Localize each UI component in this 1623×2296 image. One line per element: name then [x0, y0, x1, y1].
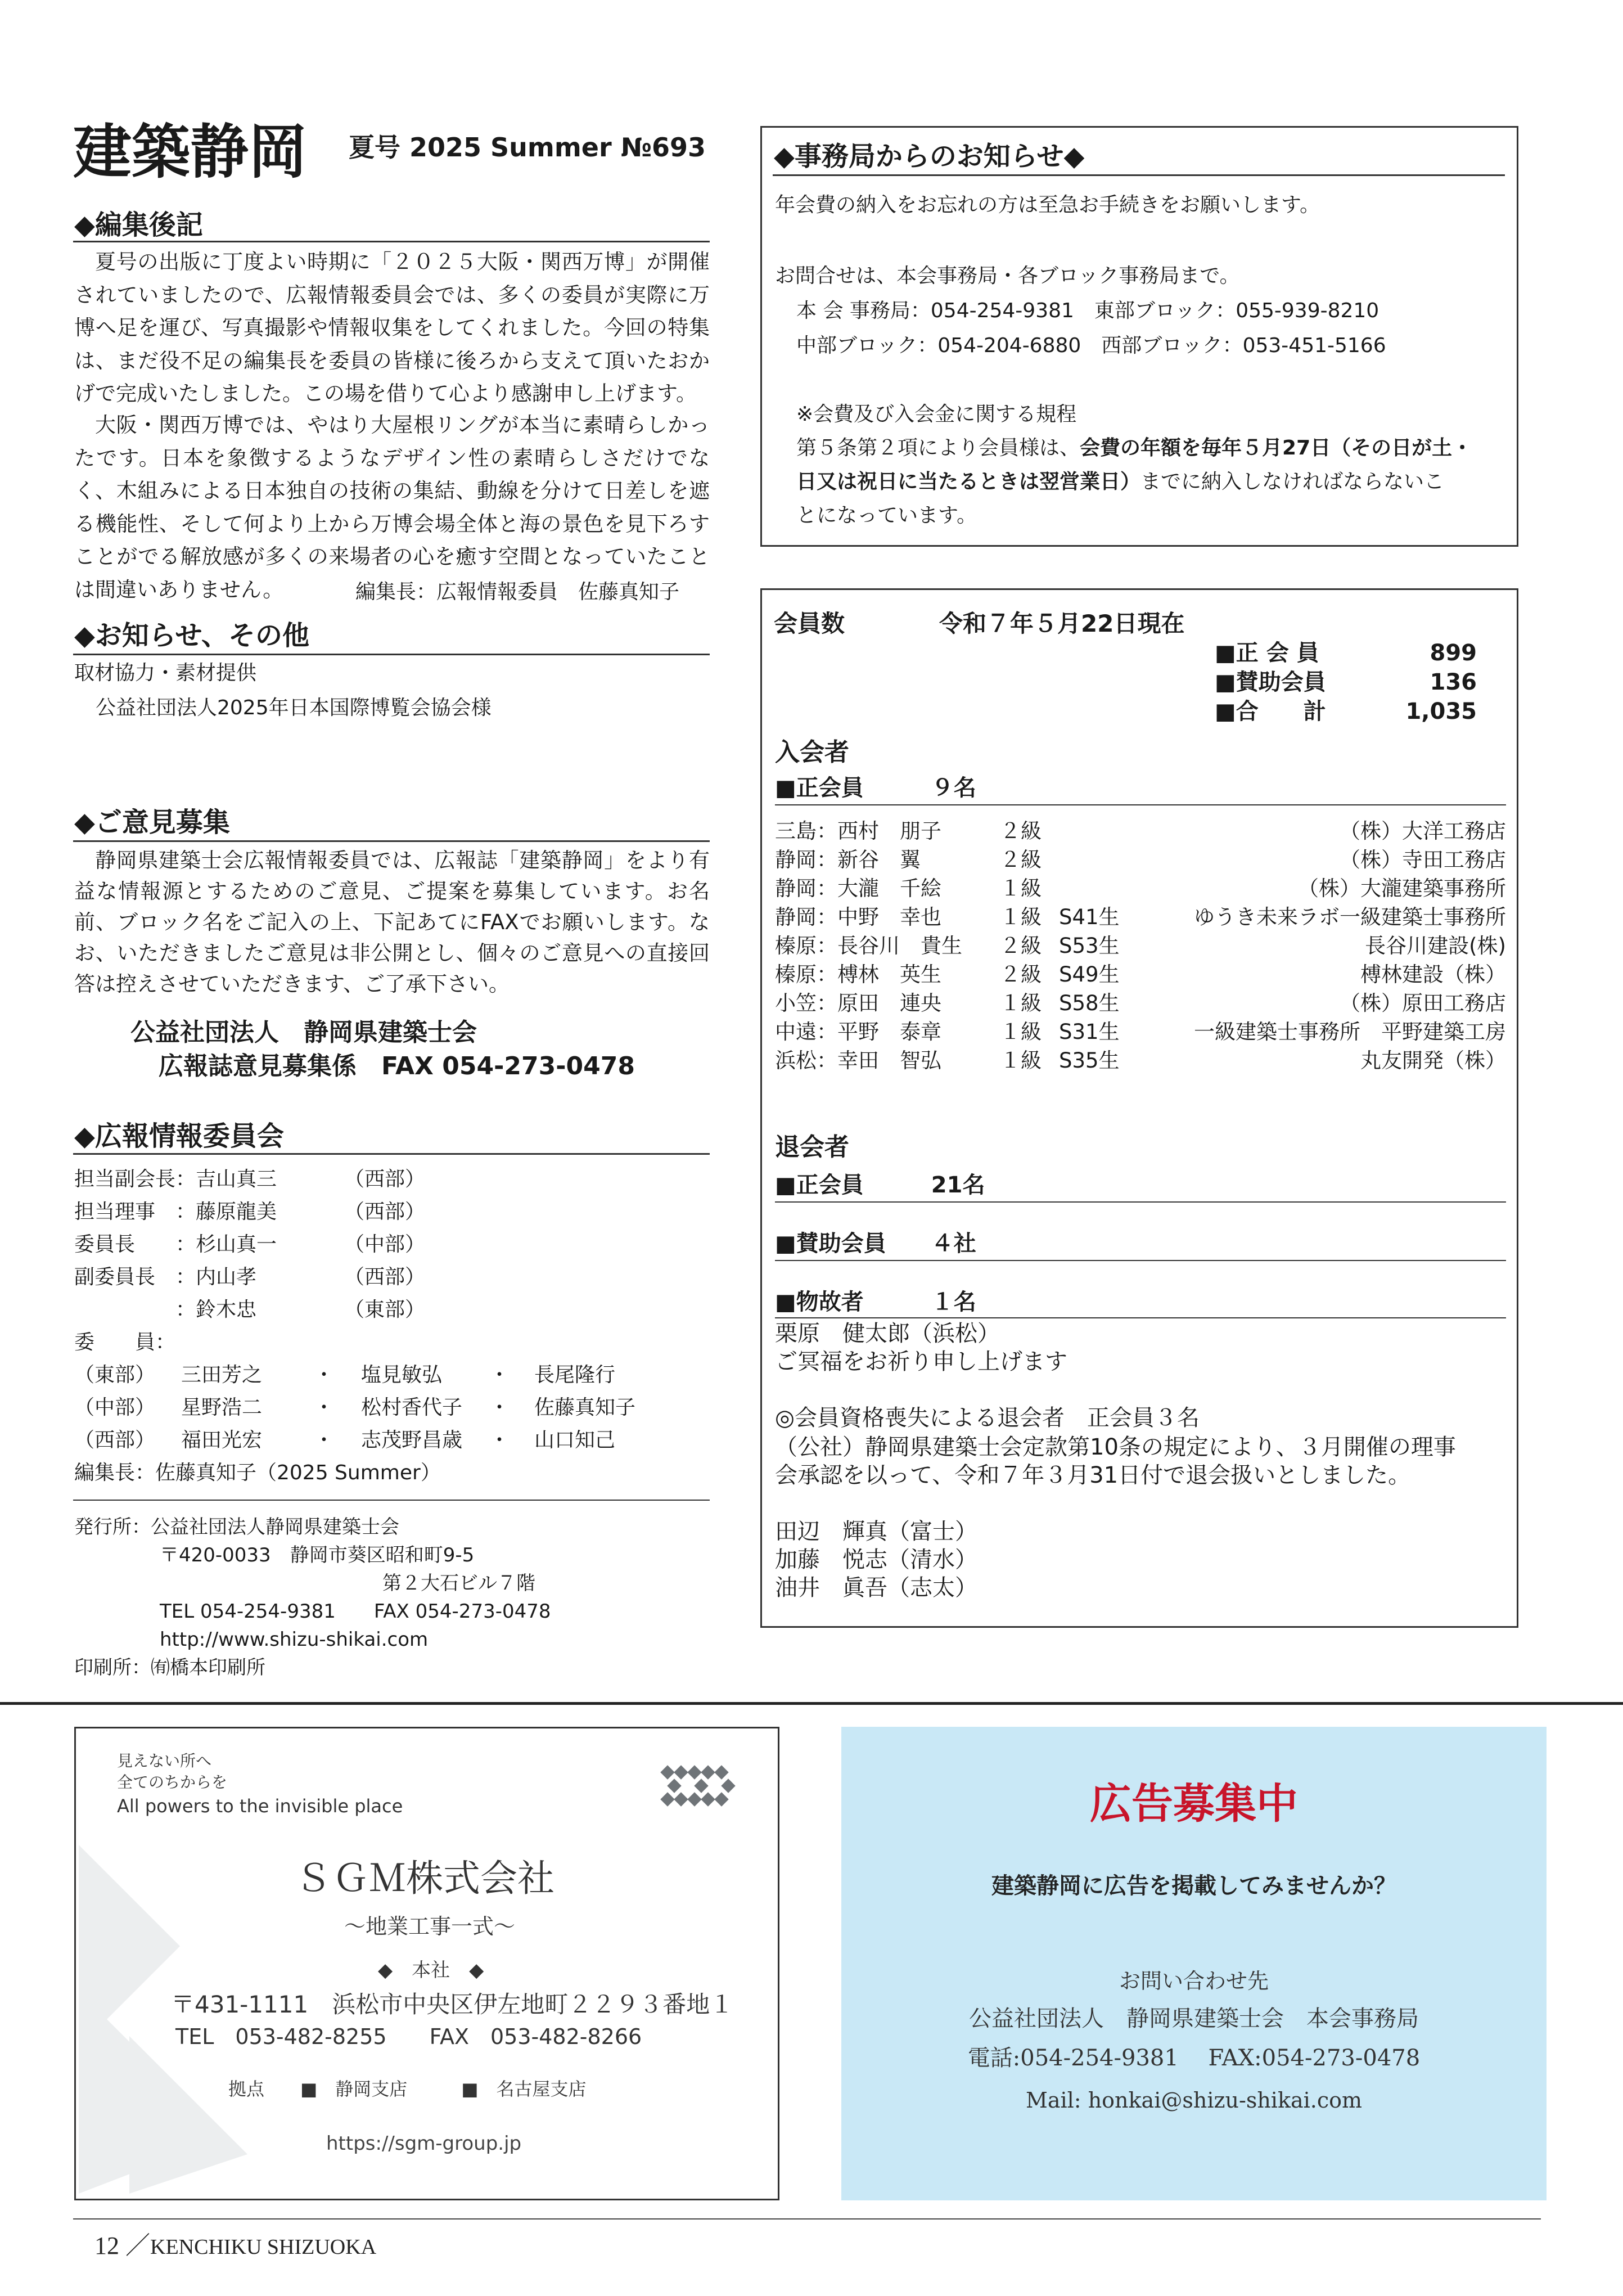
opinion-fax: 広報誌意見募集係 FAX 054-273-0478 [159, 1052, 635, 1081]
committee-role-5: ：鈴木忠 [74, 1298, 257, 1321]
committee-block-west: （西部） [74, 1429, 156, 1452]
list-item [775, 1046, 1506, 1075]
page-number: 12 [94, 2232, 119, 2259]
ad-recruit-question: 建築静岡に広告を掲載してみませんか？ [991, 1873, 1396, 1899]
opinion-org: 公益社団法人 静岡県建築士会 [130, 1018, 477, 1047]
ad-section-rule [0, 1702, 1623, 1705]
member-office: 長谷川建設(株) [1365, 934, 1506, 958]
joined-rule [775, 804, 1506, 805]
member-office: 丸友開発（株） [1360, 1048, 1506, 1073]
background-shape [129, 2036, 247, 2194]
list-item [775, 1018, 1506, 1046]
ad-recruit-mail[interactable]: Mail: honkai@shizu-shikai.com [1025, 2088, 1363, 2113]
opinion-body: 静岡県建築士会広報情報委員では、広報誌「建築静岡」をより有益な情報源とするためのご意見、ご提案を募集しています。お名前、ブロック名をご記入の上、下記あてにFAXでお願いします。なお、いただきましたご意見は非公開とし、個々のご意見への直接回答は控えさせていただきます、ご了承下さい。 [74, 848, 710, 996]
member-grade: １級 [1000, 991, 1042, 1015]
bullet: ・ [314, 1429, 335, 1452]
list-item [775, 817, 1506, 845]
joined-subheading: ■正会員 ９名 [775, 775, 976, 801]
office-rule-title: ※会費及び入会金に関する規程 [796, 403, 1077, 426]
count-label-total: ■合 計 [1215, 699, 1326, 724]
editorial-heading: ◆編集後記 [74, 209, 203, 241]
office-rule-text-b: 会費の年額を毎年５月27日（その日が土・ [1080, 436, 1473, 460]
member-grade: ２級 [1000, 819, 1042, 843]
committee-bottom-rule [73, 1500, 710, 1501]
committee-block-5: （東部） [344, 1298, 426, 1321]
footer [94, 2230, 376, 2263]
notice-line-2: 公益社団法人2025年日本国際博覧会協会様 [96, 696, 492, 719]
member-name: 榛原：長谷川 貴生 [775, 934, 962, 958]
committee-block-east: （東部） [74, 1363, 156, 1386]
committee-member: 塩見敏弘 [361, 1363, 443, 1386]
office-line-1: 年会費の納入をお忘れの方は至急お手続きをお願いします。 [775, 193, 1320, 217]
list-item [775, 874, 1506, 903]
office-rule [773, 174, 1505, 176]
printer-label: 印刷所：㈲橋本印刷所 [74, 1656, 265, 1679]
member-grade: １級 [1000, 1048, 1042, 1073]
membership-title: 会員数 [774, 610, 845, 637]
sgm-url[interactable]: https://sgm-group.jp [326, 2132, 522, 2155]
office-rule-text-d: までに納入しなければならないこ [1140, 470, 1445, 493]
office-rule-text-a: 第５条第２項により会員様は、 [796, 436, 1080, 460]
member-born: S31生 [1059, 1020, 1120, 1044]
member-office: 一級建築士事務所 平野建築工房 [1194, 1020, 1506, 1044]
ad-recruit-title: 広告募集中 [1090, 1780, 1298, 1828]
publisher-url[interactable]: http://www.shizu-shikai.com [160, 1628, 429, 1651]
office-rule-line-2 [796, 468, 1444, 496]
sgm-hq-label: ◆ 本社 ◆ [378, 1959, 484, 1982]
count-value-total: 1,035 [1405, 699, 1477, 724]
list-item [775, 845, 1506, 874]
member-grade: １級 [1000, 876, 1042, 901]
office-rule-text-c: 日又は祝日に当たるときは翌営業日） [796, 470, 1141, 493]
member-born: S35生 [1059, 1048, 1120, 1073]
member-name: 榛原：榑林 英生 [775, 962, 941, 987]
member-grade: ２級 [1000, 962, 1042, 987]
sgm-subtitle: ～地業工事一式～ [344, 1914, 516, 1939]
member-name: 三島：西村 朋子 [775, 819, 941, 843]
list-item [775, 960, 1506, 989]
list-item [775, 989, 1506, 1018]
member-office: 榑林建設（株） [1360, 962, 1506, 987]
committee-editor: 編集長：佐藤真知子（2025 Summer） [74, 1461, 441, 1484]
committee-member: 志茂野昌歳 [361, 1429, 463, 1452]
member-office: （株）大洋工務店 [1340, 819, 1506, 843]
ad-recruit-phone: 電話:054-254-9381 FAX:054-273-0478 [967, 2045, 1421, 2071]
bullet: ・ [314, 1396, 335, 1419]
notice-rule [73, 654, 710, 655]
sgm-address: 〒431-1111 浜松市中央区伊左地町２２９３番地１ [171, 1991, 734, 2018]
member-name: 静岡：新谷 翼 [775, 848, 921, 872]
magazine-title: 建築静岡 [73, 118, 308, 186]
left-regular: ■正会員 21名 [775, 1172, 985, 1198]
committee-member: 三田芳之 [181, 1363, 263, 1386]
committee-block-4: （西部） [344, 1266, 426, 1289]
committee-member: 星野浩二 [181, 1396, 263, 1419]
member-name: 中遠：平野 泰章 [775, 1020, 941, 1044]
editorial-rule [73, 241, 710, 242]
editorial-paragraph-1: 夏号の出版に丁度よい時期に「２０２５大阪・関西万博」が開催されていましたので、広報情報委員会では、多くの委員が実際に万博へ足を運び、写真撮影や情報収集をしてくれました。今回の特集は、まだ役不足の編集長を委員の皆様に後ろから支えて頂いたおかげで完成いたしました。この場を借りて心より感謝申し上げます。 [74, 250, 710, 406]
deceased-rule [775, 1317, 1506, 1318]
sgm-tagline-3: All powers to the invisible place [117, 1795, 403, 1817]
magazine-name: KENCHIKU SHIZUOKA [150, 2235, 377, 2259]
member-office: （株）寺田工務店 [1340, 848, 1506, 872]
opinion-rule [73, 840, 710, 842]
committee-member: 松村香代子 [361, 1396, 463, 1419]
publisher-tel: TEL 054-254-9381 FAX 054-273-0478 [160, 1600, 551, 1623]
condolence: ご冥福をお祈り申し上げます [775, 1349, 1067, 1375]
member-office: （株）原田工務店 [1340, 991, 1506, 1015]
office-rule-line-1 [796, 434, 1472, 462]
committee-member: 長尾隆行 [534, 1363, 616, 1386]
editorial-signature: 編集長：広報情報委員 佐藤真知子 [355, 580, 680, 604]
left-regular-rule [775, 1201, 1506, 1203]
lost-body-2: 会承認を以って、令和７年３月31日付で退会扱いとしました。 [775, 1462, 1411, 1488]
publisher-address-2: 第２大石ビル７階 [382, 1572, 535, 1595]
membership-date: 令和７年５月22日現在 [939, 610, 1185, 637]
lost-name-2: 加藤 悦志（清水） [775, 1547, 977, 1573]
member-name: 浜松：幸田 智弘 [775, 1048, 941, 1073]
member-office: （株）大瀧建築事務所 [1298, 876, 1506, 901]
count-value-support: 136 [1430, 669, 1477, 695]
sgm-bases: 拠点 ■ 静岡支店 ■ 名古屋支店 [228, 2078, 587, 2100]
member-name: 静岡：中野 幸也 [775, 905, 941, 929]
joined-heading: 入会者 [775, 738, 849, 767]
committee-role-2: 担当理事 ：藤原龍美 [74, 1200, 277, 1223]
count-label-support: ■賛助会員 [1215, 669, 1326, 695]
member-grade: １級 [1000, 1020, 1042, 1044]
member-office: ゆうき未来ラボ一級建築士事務所 [1194, 905, 1506, 929]
lost-title: ◎会員資格喪失による退会者 正会員３名 [775, 1405, 1200, 1431]
notice-line-1: 取材協力・素材提供 [74, 661, 257, 685]
bullet: ・ [489, 1429, 510, 1452]
committee-block-2: （西部） [344, 1200, 426, 1223]
bullet: ・ [489, 1363, 510, 1386]
ad-recruit-org: 公益社団法人 静岡県建築士会 本会事務局 [969, 2006, 1419, 2032]
member-grade: ２級 [1000, 848, 1042, 872]
footer-slash: ／ [125, 2232, 150, 2259]
member-grade: ２級 [1000, 934, 1042, 958]
bullet: ・ [489, 1396, 510, 1419]
lost-name-1: 田辺 輝真（富士） [775, 1519, 977, 1545]
list-item [775, 931, 1506, 960]
member-name: 静岡：大瀧 千絵 [775, 876, 941, 901]
ad-recruit-contact: お問い合わせ先 [1119, 1969, 1269, 1993]
count-label-regular: ■正 会 員 [1215, 640, 1319, 666]
publisher-address-1: 〒420-0033 静岡市葵区昭和町9-5 [160, 1544, 475, 1566]
member-born: S41生 [1059, 905, 1120, 929]
committee-role-1: 担当副会長：吉山真三 [74, 1168, 277, 1191]
office-line-4: 中部ブロック：054-204-6880 西部ブロック：053-451-5166 [796, 334, 1386, 357]
committee-member: 佐藤真知子 [534, 1396, 636, 1419]
left-support-rule [775, 1260, 1506, 1261]
sgm-logo-icon [651, 1756, 752, 1824]
left-support: ■賛助会員 ４社 [775, 1231, 976, 1257]
member-name: 小笠：原田 連央 [775, 991, 941, 1015]
committee-rule [73, 1153, 710, 1155]
committee-heading: ◆広報情報委員会 [74, 1120, 284, 1152]
publisher-label: 発行所：公益社団法人静岡県建築士会 [74, 1516, 399, 1538]
editorial-paragraph-2: 大阪・関西万博では、やはり大屋根リングが本当に素晴らしかったです。日本を象徴するようなデザイン性の素晴らしさだけでなく、木組みによる日本独自の技術の集結、動線を分けて日差しを遮る機能性、そして何より上から万博会場全体と海の景色を見下ろすことがでる解放感が多くの来場者の心を癒す空間となっていたことは間違いありません。 [74, 413, 710, 602]
member-born: S58生 [1059, 991, 1120, 1015]
committee-block-central: （中部） [74, 1396, 156, 1419]
footer-rule [73, 2218, 1541, 2220]
count-value-regular: 899 [1430, 640, 1477, 666]
deceased-heading: ■物故者 １名 [775, 1289, 976, 1315]
office-heading: ◆事務局からのお知らせ◆ [774, 141, 1085, 172]
committee-block-1: （西部） [344, 1168, 426, 1191]
sgm-company-name: ＳＧＭ株式会社 [295, 1857, 554, 1900]
member-born: S53生 [1059, 934, 1120, 958]
committee-member: 山口知己 [534, 1429, 616, 1452]
committee-member: 福田光宏 [181, 1429, 263, 1452]
issue-label: 夏号 2025 Summer №693 [349, 132, 706, 163]
sgm-phone: TEL 053-482-8255 FAX 053-482-8266 [175, 2024, 642, 2049]
sgm-tagline-1: 見えない所へ [117, 1752, 212, 1770]
committee-role-4: 副委員長 ：内山孝 [74, 1266, 257, 1289]
opinion-heading: ◆ご意見募集 [74, 807, 230, 838]
lost-name-3: 油井 眞吾（志太） [775, 1575, 977, 1601]
notice-heading: ◆お知らせ、その他 [74, 620, 310, 651]
bullet: ・ [314, 1363, 335, 1386]
office-rule-line-3: とになっています。 [796, 504, 977, 527]
office-line-3: 本 会 事務局：054-254-9381 東部ブロック：055-939-8210 [796, 299, 1379, 322]
committee-block-3: （中部） [344, 1233, 426, 1256]
deceased-name: 栗原 健太郎（浜松） [775, 1321, 1000, 1347]
member-grade: １級 [1000, 905, 1042, 929]
sgm-tagline-2: 全てのちからを [117, 1773, 228, 1791]
office-line-2: お問合せは、本会事務局・各ブロック事務局まで。 [775, 264, 1240, 287]
member-born: S49生 [1059, 962, 1120, 987]
lost-body-1: （公社）静岡県建築士会定款第10条の規定により、３月開催の理事 [775, 1434, 1456, 1460]
committee-members-label: 委 員： [74, 1331, 176, 1354]
committee-role-3: 委員長 ：杉山真一 [74, 1233, 277, 1256]
left-heading: 退会者 [775, 1133, 849, 1161]
list-item [775, 903, 1506, 931]
